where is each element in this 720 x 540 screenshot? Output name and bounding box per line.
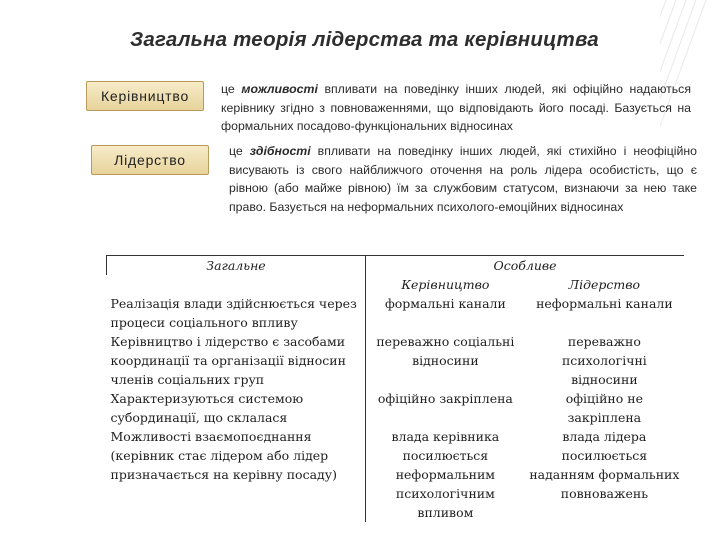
- cell-liderstvo: неформальні канали: [536, 296, 673, 311]
- cell-kerivnytstvo: переважно соціальні відносини: [376, 334, 515, 368]
- cell-general: Характеризуються системою субординації, що склалася: [107, 389, 366, 427]
- cell-kerivnytstvo: влада керівника посилюється неформальним психологічним впливом: [391, 429, 500, 520]
- definition-kerivnytstvo: [221, 80, 691, 136]
- subheader-kerivnytstvo: Керівництво: [401, 277, 490, 292]
- page-title: Загальна теорія лідерства та керівництва: [130, 28, 599, 51]
- subheader-liderstvo: Лідерство: [568, 277, 641, 292]
- cell-liderstvo: влада лідера посилюється наданням формальних повноважень: [529, 429, 680, 501]
- tab-liderstvo: Лідерство: [91, 145, 209, 175]
- comparison-table: [106, 255, 684, 522]
- header-general: Загальне: [107, 256, 366, 276]
- cell-liderstvo: переважно психологічні відносини: [561, 334, 647, 387]
- definition-prefix: це: [229, 144, 250, 158]
- definition-prefix: це: [221, 82, 242, 96]
- definition-keyword: здібності: [249, 144, 311, 158]
- header-specific: Особливе: [366, 256, 685, 276]
- table-header-row: [107, 256, 685, 276]
- definition-text: впливати на поведінку інших людей, які стихійно і неофіційно висувають із свого найближчого оточення на роль лідера особистість, що є рівною (або майже рівною) їм за службовим статусом, визнаючи за нею таке право. Базується на неформальних психолого-емоційних відносинах: [229, 144, 697, 214]
- table-row: [107, 332, 685, 389]
- cell-general: Можливості взаємопоєднання (керівник стає лідером або лідер призначається на керівну посаду): [107, 427, 366, 522]
- definition-text: впливати на поведінку інших людей, які офіційно надаються керівнику згідно з повноваженнями, що відповідають його посаді. Базується на формальних посадово-функціональних відносинах: [221, 82, 691, 133]
- table-row: [107, 294, 685, 332]
- cell-liderstvo: офіційно не закріплена: [565, 391, 643, 425]
- table-subheader-row: [107, 275, 685, 294]
- table-row: [107, 427, 685, 522]
- cell-kerivnytstvo: формальні канали: [384, 296, 506, 311]
- table-row: [107, 389, 685, 427]
- cell-kerivnytstvo: офіційно закріплена: [377, 391, 513, 406]
- definition-keyword: можливості: [241, 82, 318, 96]
- cell-general: Реалізація влади здійснюється через процеси соціального впливу: [107, 294, 366, 332]
- tab-kerivnytstvo: Керівництво: [86, 81, 204, 111]
- definition-liderstvo: [229, 142, 697, 216]
- cell-general: Керівництво і лідерство є засобами координації та організації відносин членів соціальних груп: [107, 332, 366, 389]
